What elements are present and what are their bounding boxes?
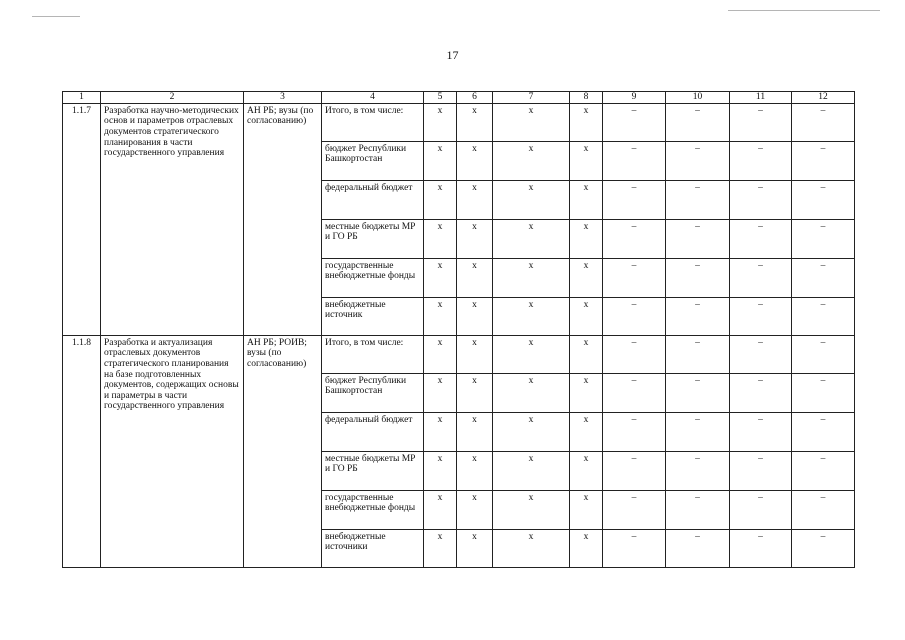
funding-mark: – [666,529,730,567]
funding-mark: x [570,103,603,141]
funding-source: бюджет Республики Башкортостан [322,141,424,180]
funding-mark: x [493,529,570,567]
funding-mark: – [792,103,855,141]
funding-mark: – [792,219,855,258]
funding-source: Итого, в том числе: [322,335,424,373]
funding-mark: x [457,490,493,529]
funding-mark: x [424,219,457,258]
funding-mark: x [457,258,493,297]
funding-mark: x [424,529,457,567]
funding-mark: – [603,103,666,141]
funding-mark: x [457,529,493,567]
funding-mark: x [493,490,570,529]
funding-mark: – [666,490,730,529]
funding-mark: – [792,258,855,297]
funding-mark: – [730,529,792,567]
column-header: 8 [570,92,603,104]
funding-mark: – [792,451,855,490]
funding-mark: x [424,103,457,141]
table-row [63,103,855,141]
funding-mark: – [603,297,666,335]
funding-source: государственные внебюджетные фонды [322,258,424,297]
funding-mark: x [570,180,603,219]
funding-mark: – [603,490,666,529]
funding-mark: x [493,297,570,335]
funding-mark: x [493,141,570,180]
funding-mark: – [792,335,855,373]
funding-source: Итого, в том числе: [322,103,424,141]
funding-mark: x [424,297,457,335]
funding-mark: x [493,335,570,373]
funding-mark: x [570,529,603,567]
column-header: 11 [730,92,792,104]
column-header: 3 [244,92,322,104]
section-executors: АН РБ; РОИВ; вузы (по согласованию) [244,335,322,567]
funding-mark: – [666,451,730,490]
funding-mark: x [457,412,493,451]
funding-mark: x [424,258,457,297]
funding-mark: – [730,412,792,451]
funding-mark: – [666,335,730,373]
section-code: 1.1.8 [63,335,101,567]
funding-mark: x [493,103,570,141]
funding-mark: – [603,141,666,180]
scan-mark-right [728,10,880,11]
funding-mark: x [493,219,570,258]
funding-mark: – [603,451,666,490]
funding-mark: – [603,258,666,297]
column-header: 12 [792,92,855,104]
funding-mark: – [603,335,666,373]
funding-mark: x [570,297,603,335]
column-header: 9 [603,92,666,104]
funding-mark: x [570,258,603,297]
funding-mark: x [493,451,570,490]
funding-source: государственные внебюджетные фонды [322,490,424,529]
funding-mark: x [424,451,457,490]
column-header: 1 [63,92,101,104]
funding-mark: – [792,412,855,451]
funding-mark: – [603,529,666,567]
header-row [63,92,855,104]
section-executors: АН РБ; вузы (по согласованию) [244,103,322,335]
funding-mark: x [493,373,570,412]
funding-source: внебюджетные источники [322,529,424,567]
funding-source: бюджет Республики Башкортостан [322,373,424,412]
funding-mark: x [570,412,603,451]
table-row [63,335,855,373]
funding-table [62,91,855,568]
funding-mark: x [457,297,493,335]
funding-mark: x [457,141,493,180]
funding-mark: x [570,335,603,373]
funding-mark: – [792,180,855,219]
page-number: 17 [446,48,459,62]
funding-mark: – [666,103,730,141]
column-header: 7 [493,92,570,104]
funding-mark: x [570,373,603,412]
funding-mark: x [424,412,457,451]
funding-mark: – [792,529,855,567]
column-header: 4 [322,92,424,104]
funding-mark: – [730,335,792,373]
scan-mark-left [32,16,80,17]
funding-mark: – [730,297,792,335]
funding-mark: – [666,180,730,219]
funding-mark: – [666,412,730,451]
column-header: 5 [424,92,457,104]
funding-mark: x [570,451,603,490]
funding-mark: x [570,219,603,258]
funding-mark: x [457,373,493,412]
section-name: Разработка научно-методических основ и параметров отраслевых документов стратегического планирования в части государственного управления [101,103,244,335]
funding-mark: – [603,180,666,219]
funding-source: внебюджетные источник [322,297,424,335]
funding-mark: – [603,412,666,451]
funding-source: местные бюджеты МР и ГО РБ [322,219,424,258]
funding-mark: x [493,412,570,451]
section-name: Разработка и актуализация отраслевых документов стратегического планирования на базе подготовленных документов, содержащих основы и параметры в части государственного управления [101,335,244,567]
funding-mark: – [666,141,730,180]
funding-mark: – [792,373,855,412]
funding-mark: x [457,180,493,219]
funding-mark: – [792,297,855,335]
funding-mark: – [730,103,792,141]
funding-mark: – [666,219,730,258]
funding-mark: x [457,451,493,490]
funding-mark: – [792,490,855,529]
funding-mark: – [666,373,730,412]
funding-mark: – [730,180,792,219]
funding-mark: x [424,335,457,373]
column-header: 6 [457,92,493,104]
funding-mark: x [424,180,457,219]
funding-mark: – [603,373,666,412]
funding-mark: – [730,141,792,180]
funding-mark: x [457,219,493,258]
funding-mark: x [457,103,493,141]
funding-source: федеральный бюджет [322,180,424,219]
funding-mark: x [570,490,603,529]
funding-mark: x [424,373,457,412]
funding-mark: – [666,297,730,335]
funding-mark: – [792,141,855,180]
funding-mark: x [493,258,570,297]
column-header: 10 [666,92,730,104]
funding-mark: x [493,180,570,219]
funding-mark: x [424,490,457,529]
section-code: 1.1.7 [63,103,101,335]
funding-mark: – [730,219,792,258]
funding-mark: – [730,373,792,412]
funding-source: местные бюджеты МР и ГО РБ [322,451,424,490]
funding-mark: x [570,141,603,180]
funding-mark: x [457,335,493,373]
funding-mark: x [424,141,457,180]
funding-source: федеральный бюджет [322,412,424,451]
funding-mark: – [730,451,792,490]
funding-mark: – [666,258,730,297]
funding-mark: – [730,258,792,297]
column-header: 2 [101,92,244,104]
funding-mark: – [603,219,666,258]
funding-mark: – [730,490,792,529]
table-body [63,92,855,568]
